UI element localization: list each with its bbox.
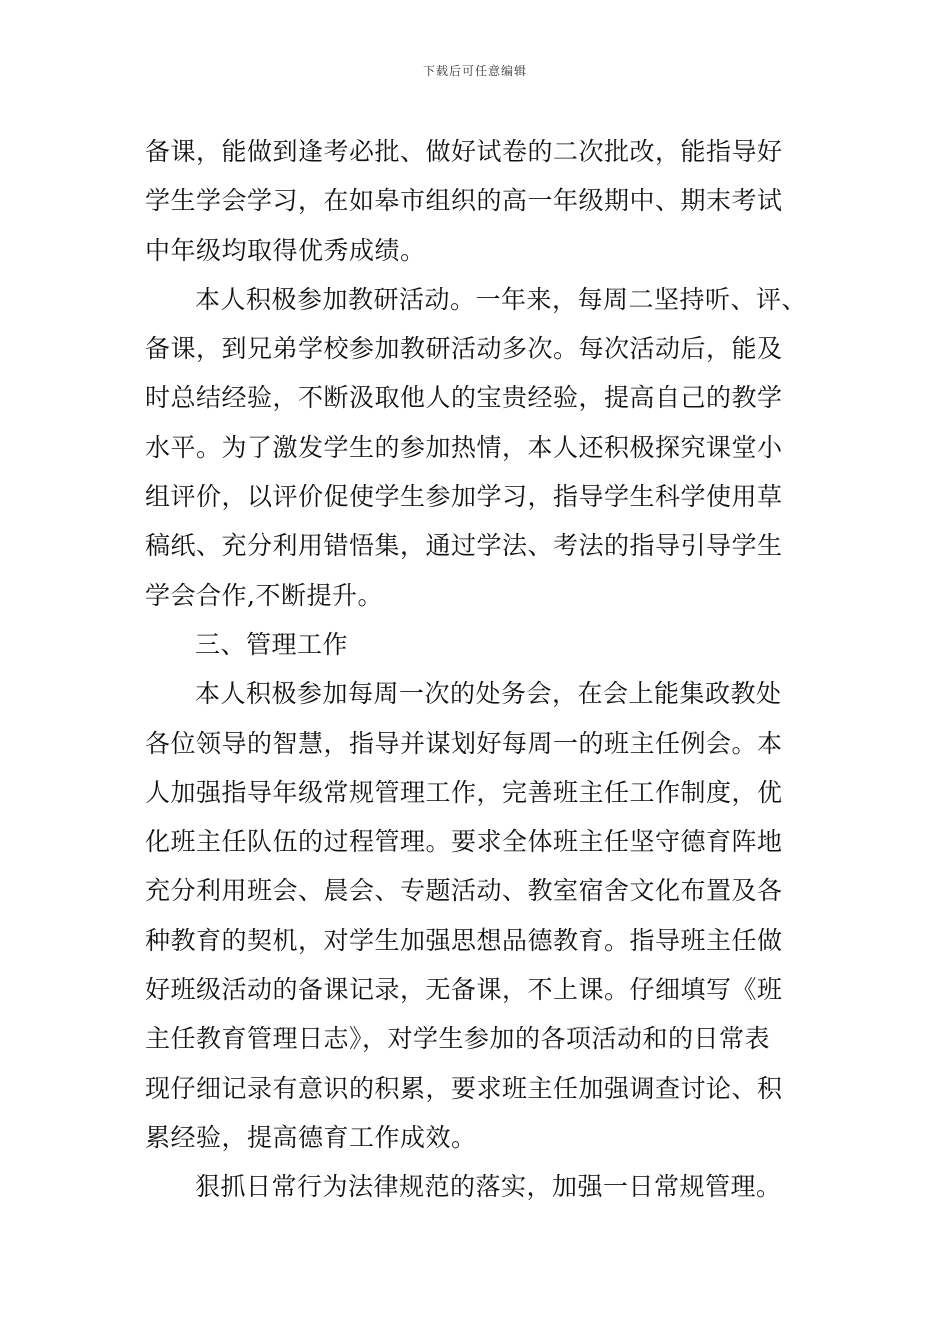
body-text (145, 127, 835, 1212)
text-line: 人加强指导年级常规管理工作，完善班主任工作制度，优 (145, 777, 783, 807)
text-line: 备课，能做到逢考必批、做好试卷的二次批改，能指导好 (145, 137, 783, 166)
paragraph-start-line: 狠抓日常行为法律规范的落实，加强一日常规管理。 (195, 1172, 782, 1202)
text-line: 化班主任队伍的过程管理。要求全体班主任坚守德育阵地 (145, 827, 783, 857)
text-line: 中年级均取得优秀成绩。 (145, 235, 426, 265)
text-line: 现仔细记录有意识的积累，要求班主任加强调查讨论、积 (145, 1073, 783, 1103)
page-header: 下载后可任意编辑 (422, 64, 527, 78)
text-line: 备课，到兄弟学校参加教研活动多次。每次活动后，能及 (145, 334, 783, 364)
text-line: 学会合作,不断提升。 (145, 580, 383, 610)
text-line: 稿纸、充分利用错悟集，通过学法、考法的指导引导学生 (145, 531, 783, 561)
text-line: 水平。为了激发学生的参加热情，本人还积极探究课堂小 (145, 432, 783, 462)
text-line: 时总结经验，不断汲取他人的宝贵经验，提高自己的教学 (145, 383, 783, 413)
text-line: 好班级活动的备课记录，无备课，不上课。仔细填写《班 (145, 975, 783, 1005)
text-line: 组评价，以评价促使学生参加学习，指导学生科学使用草 (145, 482, 783, 512)
text-line: 累经验，提高德育工作成效。 (145, 1122, 477, 1152)
text-line: 种教育的契机，对学生加强思想品德教育。指导班主任做 (145, 925, 783, 955)
paragraph-start-line: 本人积极参加教研活动。一年来，每周二坚持听、评、 (195, 284, 808, 314)
text-line: 各位领导的智慧，指导并谋划好每周一的班主任例会。本 (145, 728, 783, 758)
paragraph-start-line: 本人积极参加每周一次的处务会，在会上能集政教处 (195, 679, 782, 709)
text-line: 主任教育管理日志》，对学生参加的各项活动和的日常表 (145, 1024, 771, 1054)
text-line: 学生学会学习，在如皋市组织的高一年级期中、期末考试 (145, 186, 783, 216)
section-heading: 三、管理工作 (195, 629, 349, 659)
text-line: 充分利用班会、晨会、专题活动、教室宿舍文化布置及各 (145, 876, 783, 906)
